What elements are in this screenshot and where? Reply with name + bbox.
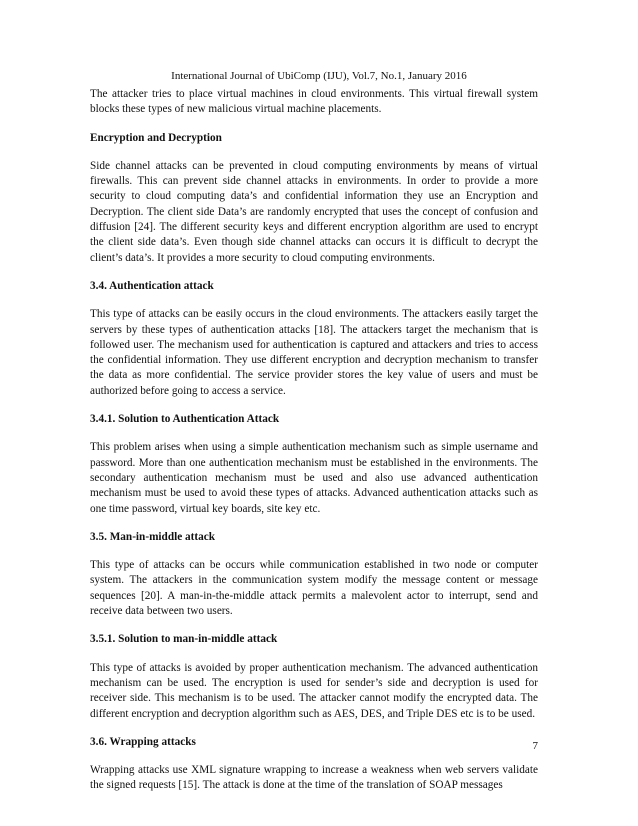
intro-paragraph: The attacker tries to place virtual machines in cloud environments. This virtual firewall system blocks these types of new malicious virtual machine placements. [90, 88, 538, 116]
section-heading-mitm-attack: 3.5. Man-in-middle attack [90, 530, 215, 543]
running-header: International Journal of UbiComp (IJU), Vol.7, No.1, January 2016 [171, 70, 467, 82]
section-heading-mitm-solution: 3.5.1. Solution to man-in-middle attack [90, 633, 278, 646]
paragraph-authentication-attack: This type of attacks can be easily occurs in the cloud environments. The attackers easily target the servers by these types of authentication attacks [18]. The attackers target the mechanism that is followed user. The mechanism used for authentication is captured and attackers and tries to access the confidential information. They use different encryption and decryption mechanism to transfer the data as more confidential. The service provider stores the key value of users and must be authorized before going to access a service. [90, 308, 538, 397]
section-heading-wrapping-attacks: 3.6. Wrapping attacks [90, 735, 196, 748]
paragraph-mitm-solution: This type of attacks is avoided by proper authentication mechanism. The advanced authentication mechanism can be used. The encryption is used for sender’s side and decryption is used for receiver side. This mechanism is to be used. The attacker cannot modify the encrypted data. The different encryption and decryption algorithm such as AES, DES, and Triple DES etc is to be used. [90, 661, 538, 720]
article-body [90, 87, 538, 794]
paragraph-wrapping-attacks: Wrapping attacks use XML signature wrapping to increase a weakness when web servers validate the signed requests [15]. The attack is done at the time of the translation of SOAP messages [90, 764, 538, 792]
section-heading-encryption: Encryption and Decryption [90, 131, 222, 144]
section-heading-authentication-solution: 3.4.1. Solution to Authentication Attack [90, 413, 280, 426]
section-heading-authentication-attack: 3.4. Authentication attack [90, 279, 214, 292]
paragraph-authentication-solution: This problem arises when using a simple authentication mechanism such as simple username and password. More than one authentication mechanism must be established in the environments. The secondary authentication mechanism must be used and also use advanced authentication mechanism must be used to avoid these types of attacks. Advanced authentication attacks such as one time password, virtual key boards, site key etc. [90, 441, 538, 515]
paragraph-encryption: Side channel attacks can be prevented in cloud computing environments by means of virtual firewalls. This can prevent side channel attacks in environments. In order to provide a more security to cloud computing data’s and confidential information they use an Encryption and Decryption. The client side Data’s are randomly encrypted that uses the concept of confusion and diffusion [24]. The different security keys and different encryption algorithm are used to encrypt the client side data’s. Even though side channel attacks can occurs it is difficult to decrypt the client’s data’s. It provides a more security to cloud computing environments. [90, 159, 538, 264]
paragraph-mitm-attack: This type of attacks can be occurs while communication established in two node or computer system. The attackers in the communication system modify the message content or message sequences [20]. A man-in-the-middle attack permits a malevolent actor to interrupt, send and receive data between two users. [90, 559, 538, 618]
page-number: 7 [532, 740, 538, 752]
